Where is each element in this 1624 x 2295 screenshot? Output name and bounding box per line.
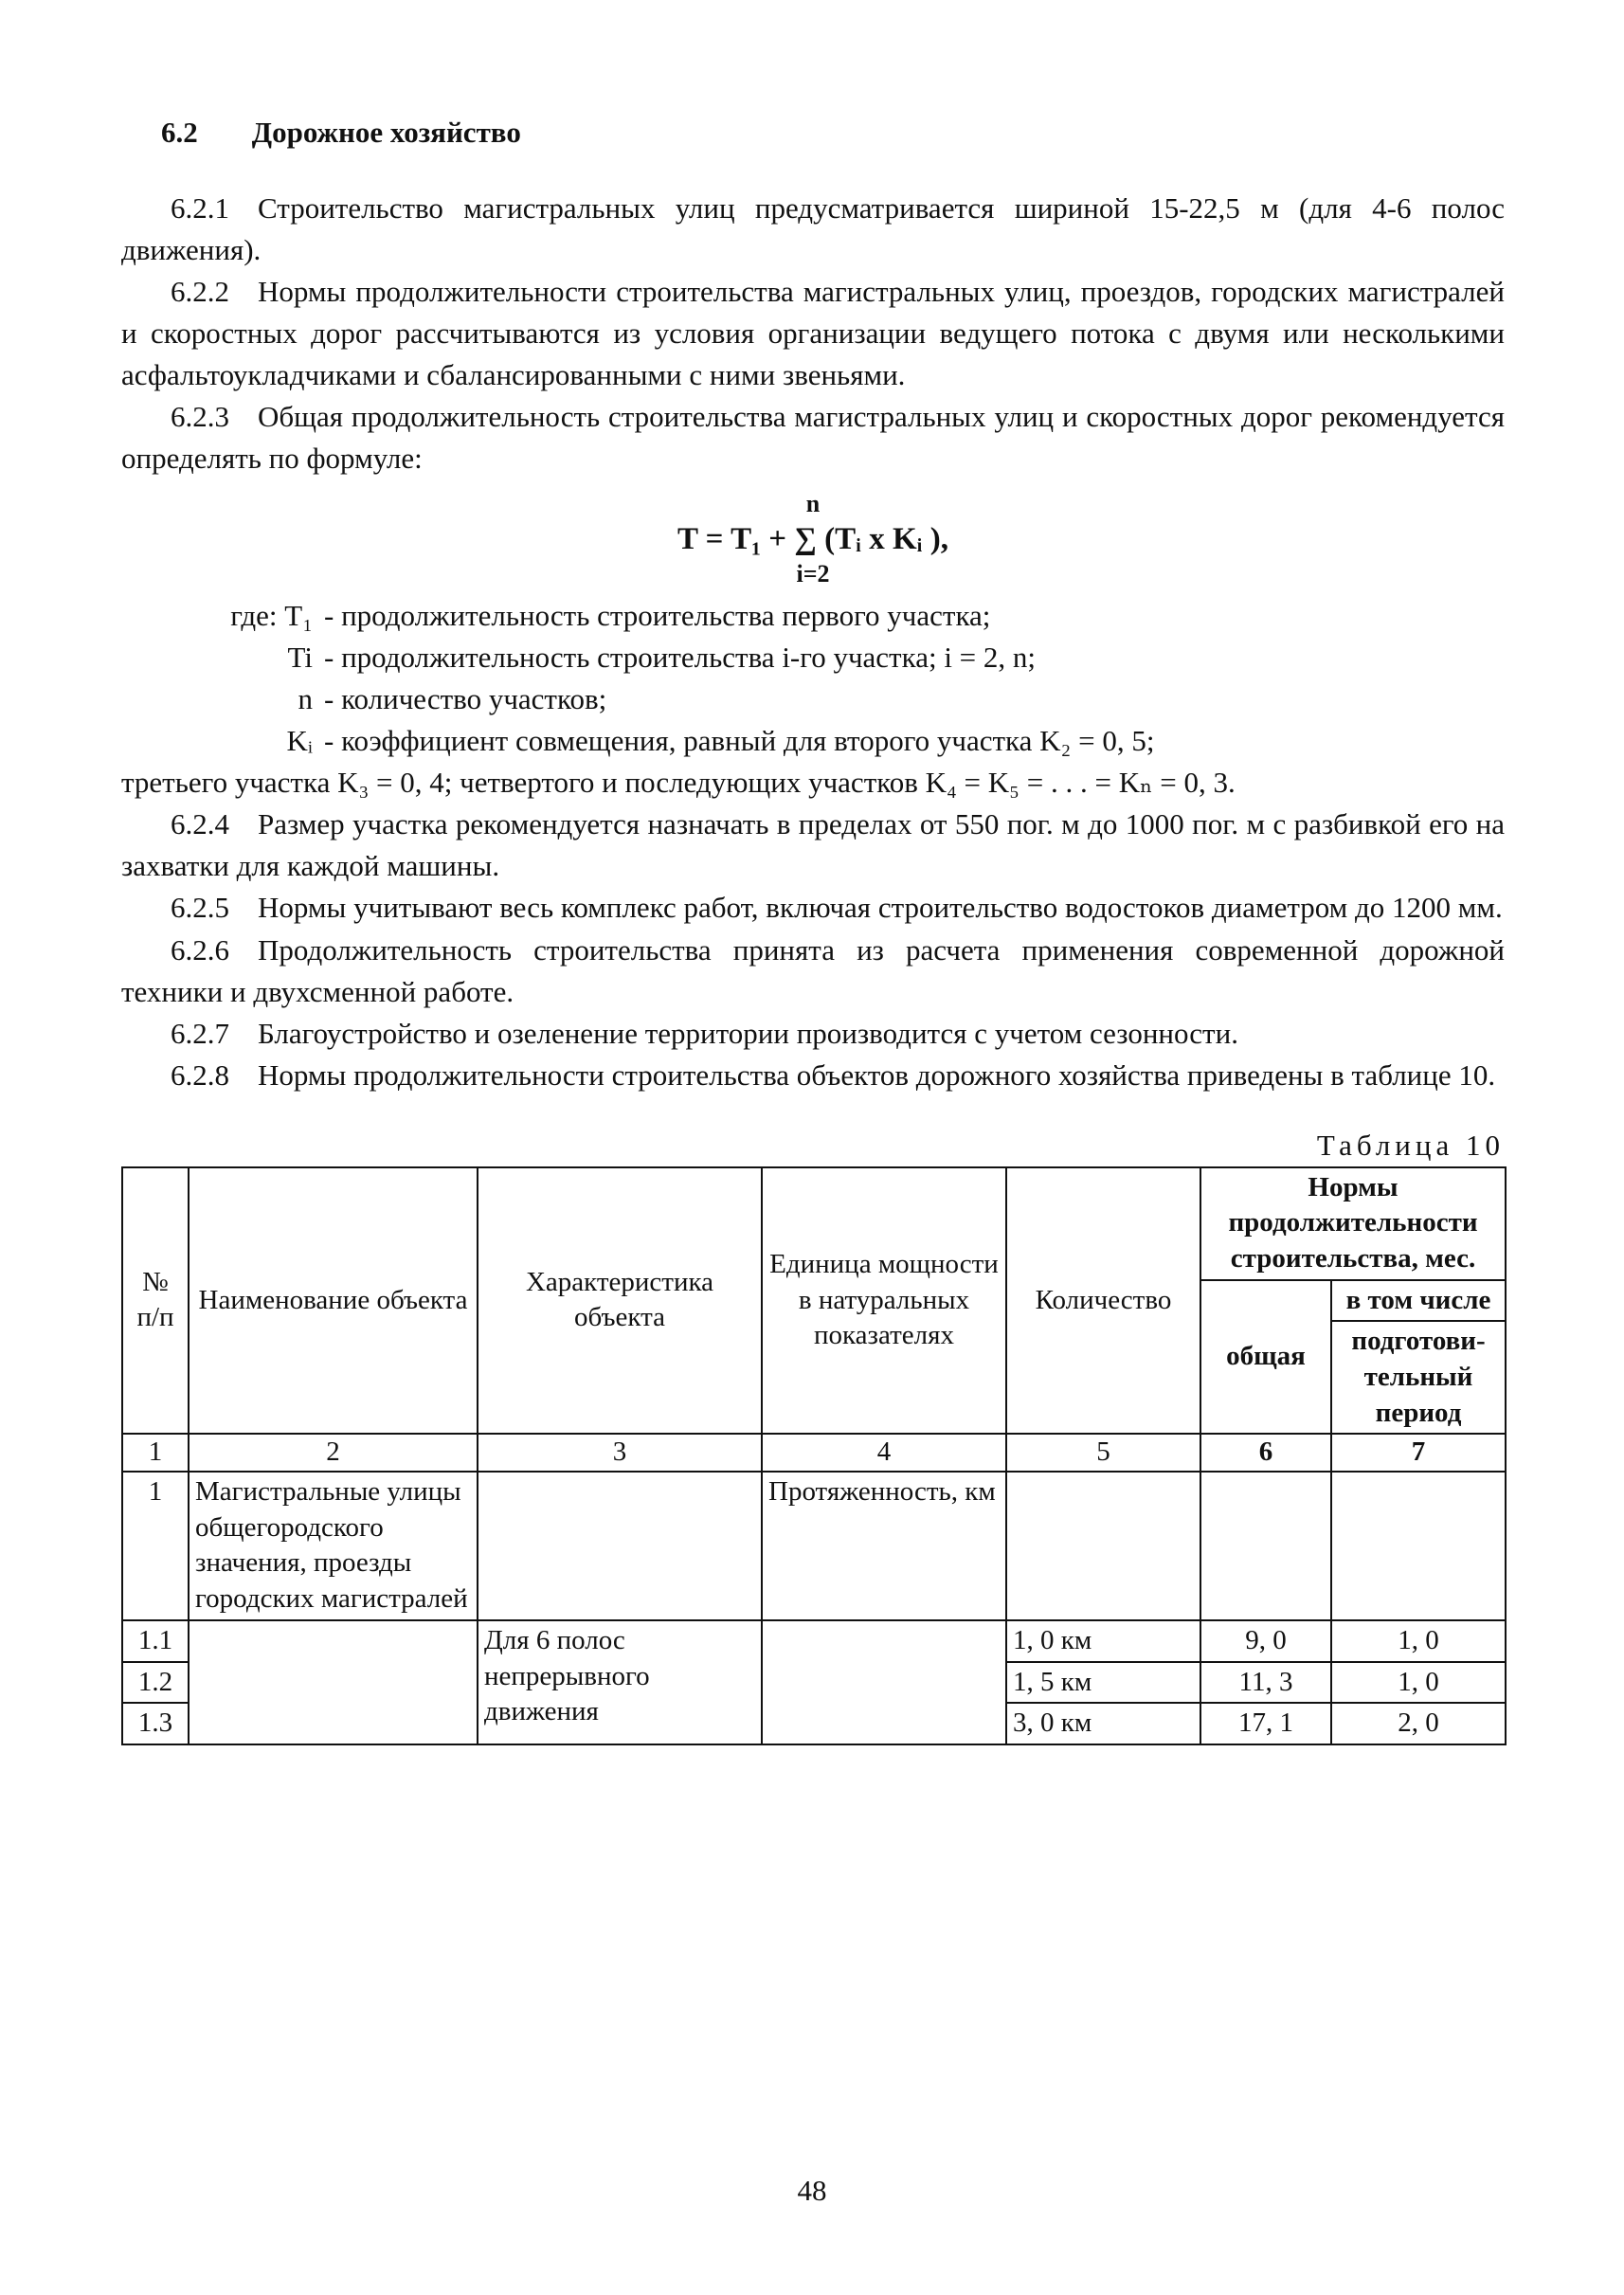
cell-preparatory: 2, 0: [1331, 1703, 1506, 1744]
legend-row: Kᵢ - коэффициент совмещения, равный для второго участка K₂ = 0, 5;: [286, 724, 1155, 758]
cell-total: [1200, 1472, 1331, 1620]
header-norms: Нормы продолжительности строительства, мес.: [1200, 1167, 1506, 1280]
formula-main: T = T₁ + ∑ (Tᵢ x Kᵢ ),: [677, 521, 948, 556]
paragraph-6-2-7: 6.2.7 Благоустройство и озеленение территории производится с учетом сезонности.: [171, 1016, 1238, 1050]
formula-lower-limit: i=2: [796, 559, 830, 587]
column-number: 1: [122, 1434, 189, 1472]
cell-quantity: 1, 0 км: [1006, 1620, 1200, 1662]
duration-formula: [121, 489, 1505, 589]
cell-quantity: 3, 0 км: [1006, 1703, 1200, 1744]
cell-total: 9, 0: [1200, 1620, 1331, 1662]
paragraph-6-2-1: 6.2.1 Строительство магистральных улиц предусматривается шириной 15-22,5 м (для 4-6 полос движения).: [121, 191, 1505, 267]
table-caption: Таблица 10: [1316, 1128, 1505, 1162]
cell-quantity: [1006, 1472, 1200, 1620]
table-row: [122, 1620, 1506, 1662]
paragraph-6-2-8: 6.2.8 Нормы продолжительности строительства объектов дорожного хозяйства приведены в таблице 10.: [171, 1057, 1496, 1092]
cell-num: 1.1: [122, 1620, 189, 1662]
header-name: Наименование объекта: [189, 1167, 478, 1435]
paragraph-6-2-4: 6.2.4 Размер участка рекомендуется назначать в пределах от 550 пог. м до 1000 пог. м с разбивкой его на захватки для каждой машины.: [121, 807, 1505, 883]
paragraph-6-2-5: 6.2.5 Нормы учитывают весь комплекс работ, включая строительство водостоков диаметром до 1200 мм.: [171, 891, 1503, 925]
header-characteristic: Характеристика объекта: [478, 1167, 762, 1435]
cell-num: 1.3: [122, 1703, 189, 1744]
header-including: в том числе: [1331, 1280, 1506, 1322]
cell-total: 11, 3: [1200, 1662, 1331, 1704]
paragraph-6-2-2: 6.2.2 Нормы продолжительности строительства магистральных улиц, проездов, городских магистралей и скоростных дорог рассчитываются из условия организации ведущего потока с двумя или несколькими асфальтоукладчиками и сбалансированными с ними звеньями.: [121, 275, 1505, 392]
header-total: общая: [1200, 1280, 1331, 1435]
header-num: № п/п: [122, 1167, 189, 1435]
formula-legend: [171, 595, 1505, 762]
column-number-row: [122, 1434, 1506, 1472]
column-number: 6: [1200, 1434, 1331, 1472]
cell-name: [189, 1620, 478, 1744]
section-title: Дорожное хозяйство: [251, 116, 521, 149]
cell-characteristic: [478, 1472, 762, 1620]
legend-row: Ti - продолжительность строительства i-го участка; i = 2, n;: [287, 641, 1037, 675]
table-row: [122, 1472, 1506, 1620]
cell-quantity: 1, 5 км: [1006, 1662, 1200, 1704]
column-number: 3: [478, 1434, 762, 1472]
header-preparatory: подготови-тельный период: [1331, 1321, 1506, 1434]
cell-preparatory: 1, 0: [1331, 1662, 1506, 1704]
section-heading: [161, 112, 1505, 154]
column-number: 7: [1331, 1434, 1506, 1472]
column-number: 5: [1006, 1434, 1200, 1472]
legend-row: n - количество участков;: [298, 682, 607, 716]
formula-upper-limit: n: [805, 490, 821, 518]
cell-preparatory: 1, 0: [1331, 1620, 1506, 1662]
paragraph-6-2-6: 6.2.6 Продолжительность строительства принята из расчета применения современной дорожной техники и двухсменной работе.: [121, 932, 1505, 1008]
header-unit: Единица мощности в натуральных показателях: [762, 1167, 1006, 1435]
column-number: 2: [189, 1434, 478, 1472]
column-number: 4: [762, 1434, 1006, 1472]
norms-table: [121, 1166, 1507, 1745]
cell-name: Магистральные улицы общегородского значения, проезды городских магистралей: [189, 1472, 478, 1620]
cell-num: 1: [122, 1472, 189, 1620]
paragraph-6-2-3: 6.2.3 Общая продолжительность строительства магистральных улиц и скоростных дорог рекомендуется определять по формуле:: [121, 400, 1505, 476]
section-number: 6.2: [161, 116, 198, 149]
cell-num: 1.2: [122, 1662, 189, 1704]
cell-unit: [762, 1620, 1006, 1744]
cell-characteristic: Для 6 полос непрерывного движения: [478, 1620, 762, 1744]
cell-unit: Протяженность, км: [762, 1472, 1006, 1620]
document-page: [121, 112, 1505, 1745]
table-header-row: [122, 1167, 1506, 1280]
cell-total: 17, 1: [1200, 1703, 1331, 1744]
legend-continuation: третьего участка K₃ = 0, 4; четвертого и последующих участков K₄ = K₅ = . . . = Kₙ = 0, 3.: [121, 766, 1236, 800]
cell-preparatory: [1331, 1472, 1506, 1620]
page-number: 48: [797, 2174, 827, 2207]
header-quantity: Количество: [1006, 1167, 1200, 1435]
legend-row: где: T₁ - продолжительность строительства первого участка;: [230, 599, 991, 633]
